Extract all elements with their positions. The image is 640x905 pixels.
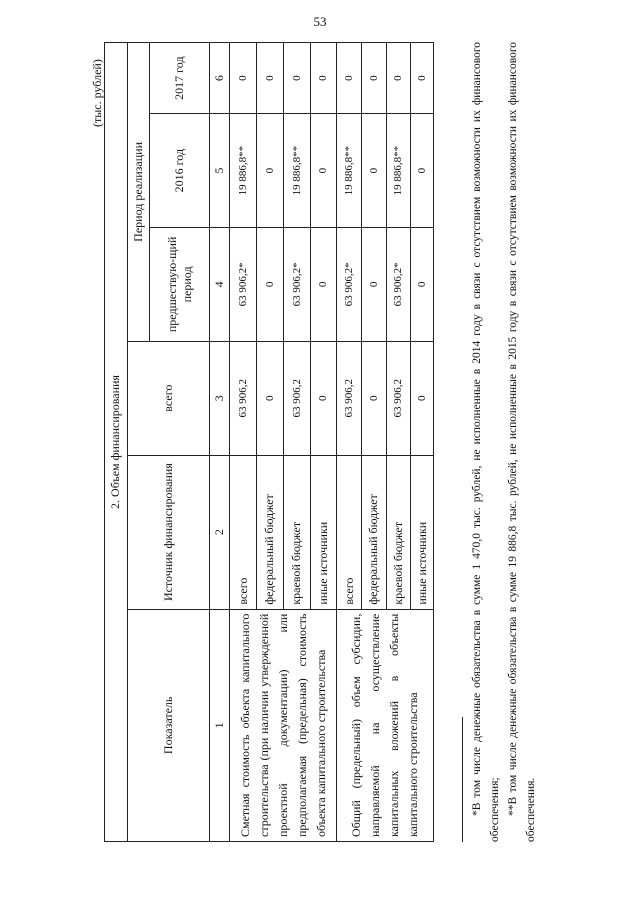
header-period: Период реализации	[127, 43, 150, 342]
source-cell: иные источники	[411, 455, 434, 609]
header-2016: 2016 год	[150, 114, 210, 228]
y2017-cell: 0	[230, 43, 257, 114]
source-cell: федеральный бюджет	[257, 455, 284, 609]
source-cell: федеральный бюджет	[361, 455, 386, 609]
y2017-cell: 0	[257, 43, 284, 114]
footnote-2: **В том числе денежные обязательства в сумме 19 886,8 тыс. рублей, не исполненные в 2015 году в связи с отсутствием возможности их финансового обеспечения.	[507, 42, 537, 842]
header-source: Источник финансирования	[127, 455, 209, 609]
rotated-content	[90, 42, 610, 872]
header-2017: 2017 год	[150, 43, 210, 114]
prev-cell: 0	[411, 228, 434, 342]
footnote-1: *В том числе денежные обязательства в сумме 1 470,0 тыс. рублей, не исполненные в 2014 году в связи с отсутствием возможности их финансового обеспечения;	[471, 42, 501, 842]
y2017-cell: 0	[337, 43, 362, 114]
y2016-cell: 19 886,8**	[386, 114, 411, 228]
y2016-cell: 19 886,8**	[283, 114, 310, 228]
source-cell: всего	[230, 455, 257, 609]
y2017-cell: 0	[310, 43, 337, 114]
header-prev-period: предшествую-щий период	[150, 228, 210, 342]
col-number: 1	[209, 609, 230, 841]
total-cell: 0	[411, 341, 434, 455]
total-cell: 0	[361, 341, 386, 455]
prev-cell: 63 906,2*	[386, 228, 411, 342]
table-row	[230, 43, 257, 842]
page-number: 53	[313, 14, 327, 29]
col-number: 5	[209, 114, 230, 228]
prev-cell: 0	[257, 228, 284, 342]
prev-cell: 63 906,2*	[283, 228, 310, 342]
col-number: 6	[209, 43, 230, 114]
footnote-separator	[462, 717, 463, 842]
indicator-cell: Сметная стоимость объекта капитального строительства (при наличии утвержденной проектной документации) или предполагаемая (предельная) стоимость объекта капитального строительства	[230, 609, 337, 841]
y2016-cell: 0	[310, 114, 337, 228]
indicator-cell: Общий (предельный) объем субсидии, направляемой на осуществление капитальных вложений в объекты капитального строительства	[337, 609, 434, 841]
total-cell: 63 906,2	[283, 341, 310, 455]
y2016-cell: 19 886,8**	[230, 114, 257, 228]
y2017-cell: 0	[361, 43, 386, 114]
prev-cell: 0	[310, 228, 337, 342]
y2016-cell: 19 886,8**	[337, 114, 362, 228]
y2017-cell: 0	[283, 43, 310, 114]
y2016-cell: 0	[411, 114, 434, 228]
y2016-cell: 0	[361, 114, 386, 228]
total-cell: 63 906,2	[386, 341, 411, 455]
col-number: 3	[209, 341, 230, 455]
col-number: 4	[209, 228, 230, 342]
source-cell: всего	[337, 455, 362, 609]
total-cell: 63 906,2	[337, 341, 362, 455]
financing-table	[104, 42, 434, 842]
source-cell: иные источники	[310, 455, 337, 609]
y2017-cell: 0	[411, 43, 434, 114]
header-indicator: Показатель	[127, 609, 209, 841]
col-number: 2	[209, 455, 230, 609]
total-cell: 0	[310, 341, 337, 455]
y2017-cell: 0	[386, 43, 411, 114]
source-cell: краевой бюджет	[283, 455, 310, 609]
units-label: (тыс. рублей)	[90, 59, 104, 127]
section-title: 2. Объем финансирования	[105, 43, 128, 842]
prev-cell: 63 906,2*	[337, 228, 362, 342]
header-total: всего	[127, 341, 209, 455]
prev-cell: 63 906,2*	[230, 228, 257, 342]
source-cell: краевой бюджет	[386, 455, 411, 609]
column-number-row	[209, 43, 230, 842]
table-row	[337, 43, 362, 842]
y2016-cell: 0	[257, 114, 284, 228]
total-cell: 63 906,2	[230, 341, 257, 455]
prev-cell: 0	[361, 228, 386, 342]
total-cell: 0	[257, 341, 284, 455]
footnotes	[468, 42, 540, 842]
